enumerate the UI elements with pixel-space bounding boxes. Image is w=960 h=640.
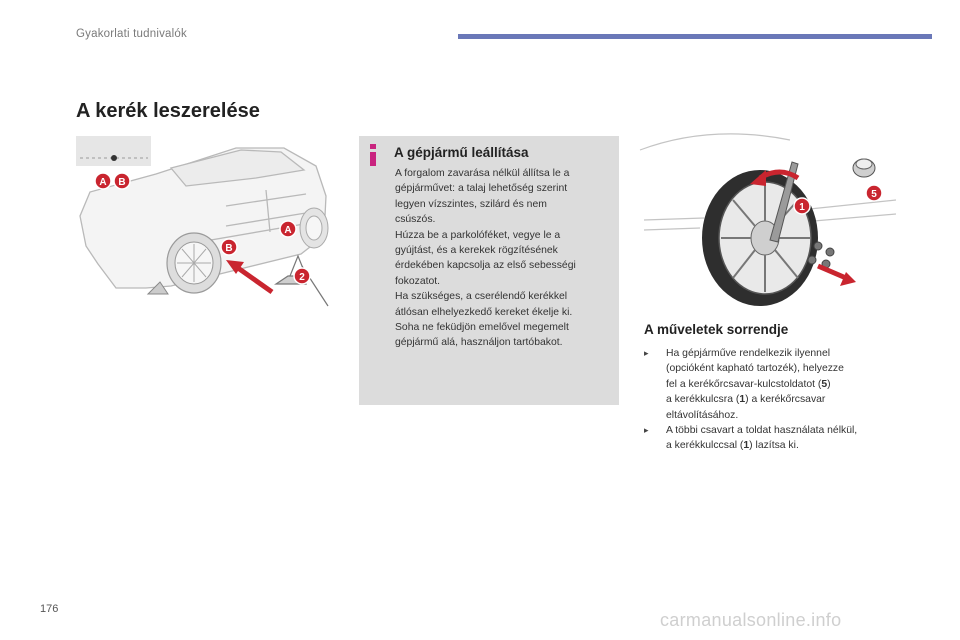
svg-text:A: A <box>284 225 292 236</box>
jack-point-inset <box>76 136 151 166</box>
bolt-adaptor <box>853 159 875 177</box>
chapter-title: Gyakorlati tudnivalók <box>76 28 187 40</box>
list-item <box>644 423 904 454</box>
section-title: A kerék leszerelése <box>76 100 260 122</box>
wheel <box>702 170 818 306</box>
callout-A-top <box>95 173 111 189</box>
bullet-icon: ▸ <box>644 348 649 358</box>
info-box-text: A forgalom zavarása nélkül állítsa le a gépjárművet: a talaj lehetőség szerint legyen vízszintes, szilárd és nem csúszós. Húzza be a parkolóféket, vegye le a gyújtást, és a kerekek rögzítésének érdekében kapcsolja az első sebességi fokozatot. Ha szükséges, a cserélendő kerékkel átlósan elhelyezkedő kereket ékelje ki. Soha ne feküdjön emelővel megemelt gépjármű alá, használjon tartóbakot. <box>395 168 576 349</box>
item-text: Ha gépjárműve rendelkezik ilyennel (opcióként kapható tartozék), helyezze fel a kerékőrcsavar-kulcstoldatot (5) a kerékkulcsra (1) a kerékőrcsavar eltávolításához. <box>666 348 844 421</box>
car-jack-illustration <box>76 136 350 308</box>
callout-B-top <box>114 173 130 189</box>
callout-2 <box>294 268 310 284</box>
bullet-icon: ▸ <box>644 425 649 436</box>
svg-text:1: 1 <box>799 202 805 213</box>
callout-1 <box>794 198 810 214</box>
info-icon <box>367 144 379 166</box>
callout-5 <box>866 185 882 201</box>
watermark: carmanualsonline.info <box>660 610 842 630</box>
callout-B-side <box>221 239 237 255</box>
front-wheel <box>300 208 328 248</box>
operations-title: A műveletek sorrendje <box>644 322 789 337</box>
svg-text:5: 5 <box>871 189 877 200</box>
rear-wheel <box>167 233 221 293</box>
callout-A-side <box>280 221 296 237</box>
operations-list <box>644 346 904 454</box>
header-bar <box>458 34 932 39</box>
info-box <box>359 136 619 405</box>
wheel-bolts-illustration <box>620 130 896 310</box>
svg-text:2: 2 <box>299 272 305 283</box>
page-number: 176 <box>40 603 59 615</box>
svg-text:B: B <box>118 177 126 188</box>
list-item <box>644 346 904 423</box>
bolts-arrow <box>818 266 856 286</box>
info-box-title: A gépjármű leállítása <box>394 145 529 160</box>
svg-text:B: B <box>225 243 233 254</box>
item-text: A többi csavart a toldat használata nélkül, a kerékkulccsal (1) lazítsa ki. <box>666 425 858 452</box>
svg-text:A: A <box>99 177 107 188</box>
